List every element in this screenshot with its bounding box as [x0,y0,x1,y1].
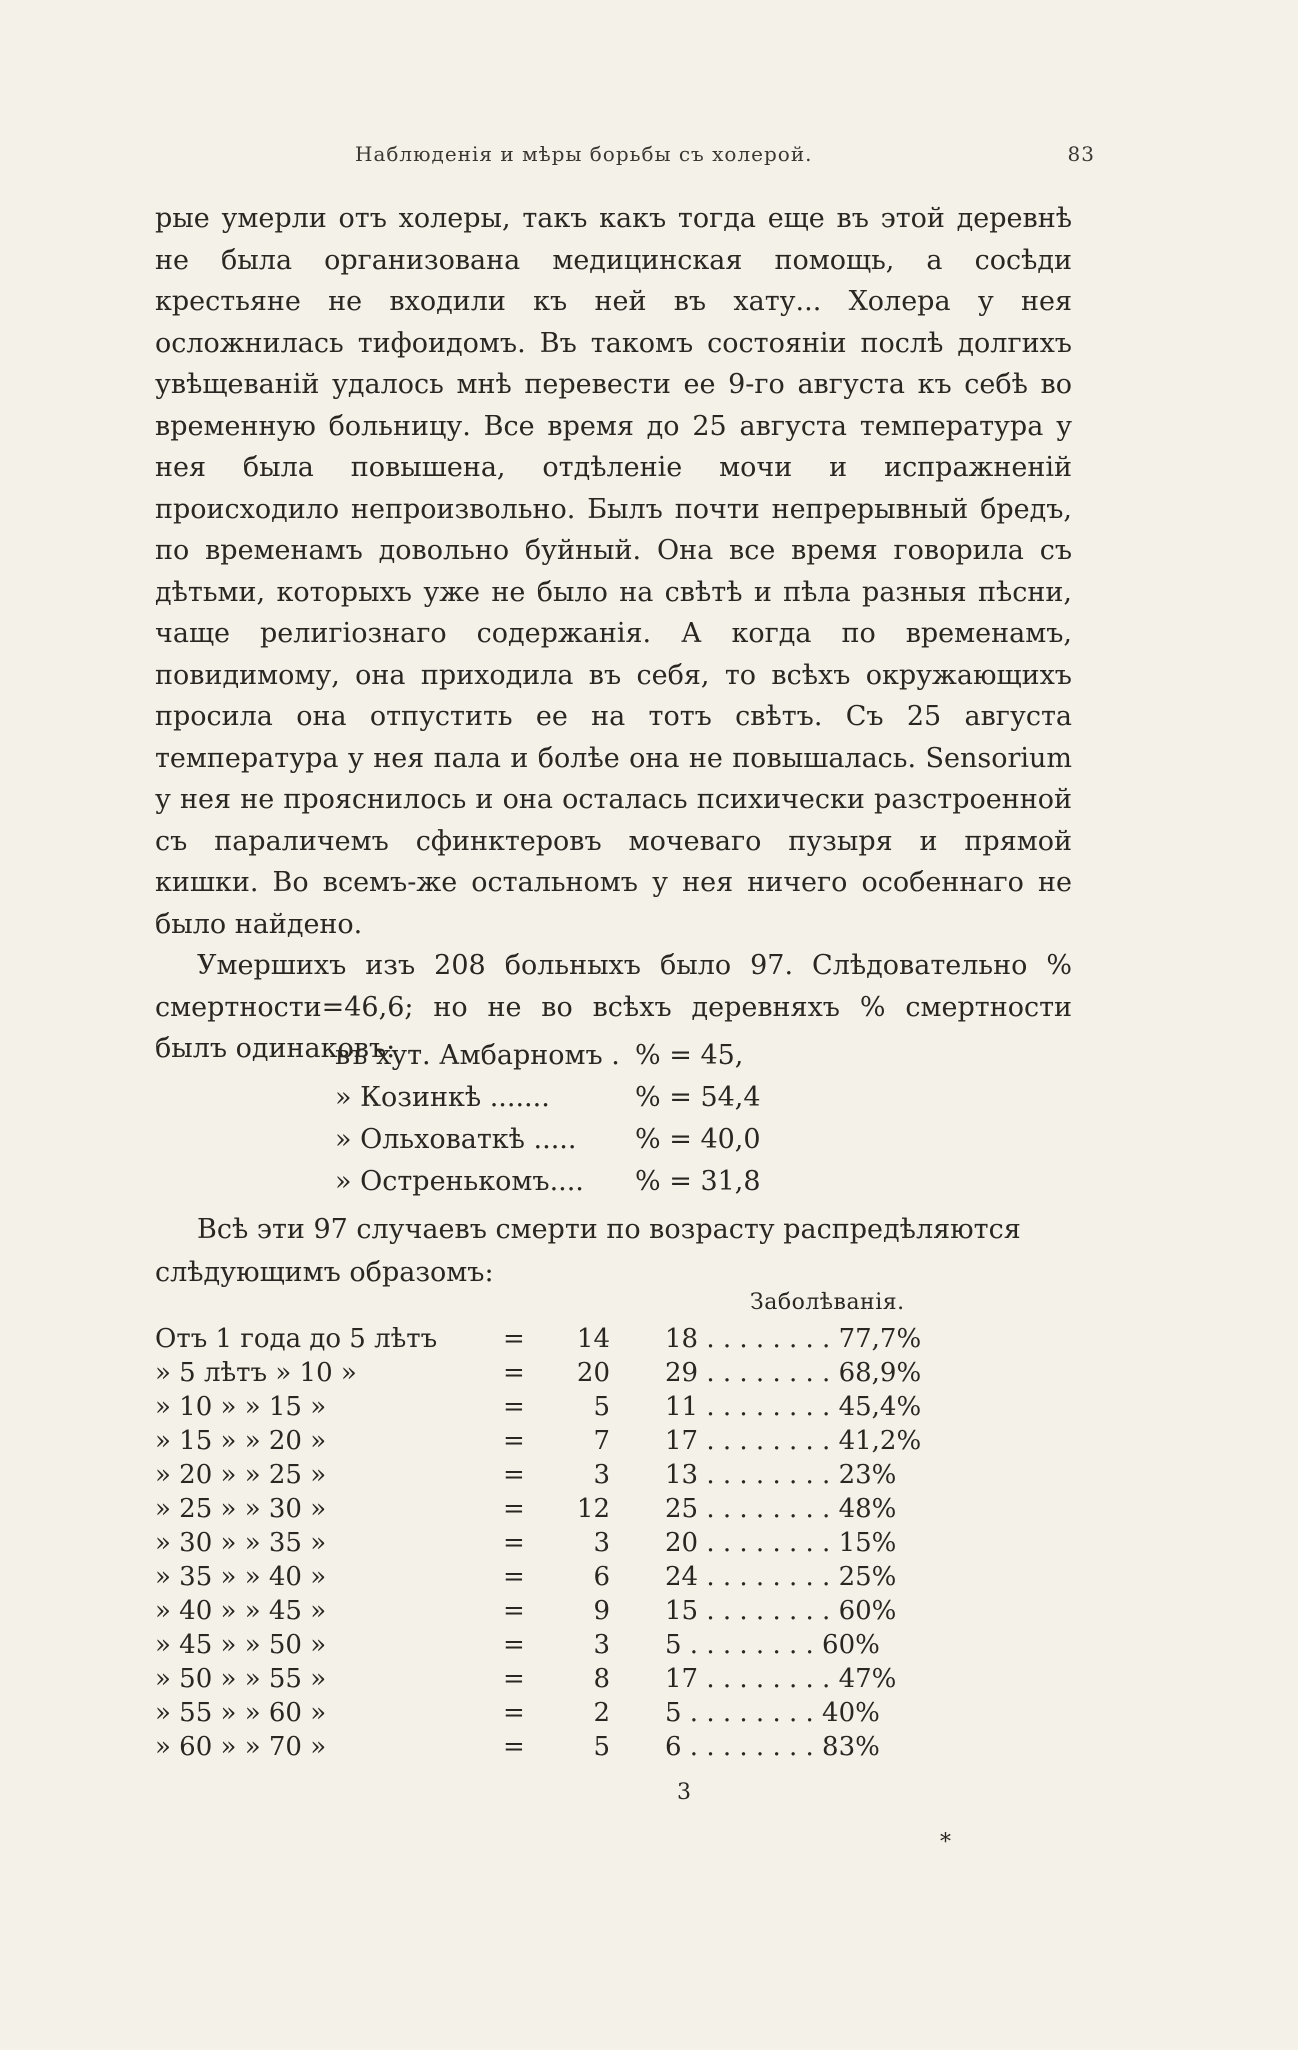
age-range: » 25 » » 30 » [155,1494,327,1524]
death-count: 5 [593,1732,610,1762]
village-name: » Ольховаткѣ ..... [335,1124,577,1155]
death-count: 5 [593,1392,610,1422]
village-rate: % = 45, [635,1040,744,1071]
table-row [155,1426,1075,1460]
table-row [155,1732,1075,1766]
death-count: 6 [593,1562,610,1592]
age-range: » 10 » » 15 » [155,1392,327,1422]
age-range: » 40 » » 45 » [155,1596,327,1626]
header-title: Наблюденія и мѣры борьбы съ холерой. [355,142,813,166]
cases-rate: 17 . . . . . . . . 47% [665,1664,897,1694]
village-rate: % = 54,4 [635,1082,761,1113]
equals-sign: = [503,1324,525,1354]
village-row [335,1124,855,1166]
death-count: 2 [593,1698,610,1728]
table-row [155,1392,1075,1426]
equals-sign: = [503,1358,525,1388]
age-range: » 55 » » 60 » [155,1698,327,1728]
equals-sign: = [503,1664,525,1694]
age-range: » 20 » » 25 » [155,1460,327,1490]
table-row [155,1528,1075,1562]
death-count: 7 [593,1426,610,1456]
age-range: » 50 » » 55 » [155,1664,327,1694]
paragraph: Всѣ эти 97 случаевъ смерти по возрасту распредѣляются слѣдующимъ образомъ: [155,1214,1021,1288]
paragraph: рые умерли отъ холеры, такъ какъ тогда еще въ этой деревнѣ не была организована медицинская помощь, а сосѣди крестьяне не входили къ ней въ хату... Холера у нея осложнилась тифоидомъ. Въ такомъ состояніи послѣ долгихъ увѣщеваній удалось мнѣ перевести ее 9-го августа къ себѣ во временную больницу. Все время до 25 августа температура у нея была повышена, отдѣленіе мочи и испражненій происходило непроизвольно. Былъ почти непрерывный бредъ, по временамъ довольно буйный. Она все время говорила съ дѣтьми, которыхъ уже не было на свѣтѣ и пѣла разныя пѣсни, чаще религіознаго содержанія. А когда по временамъ, повидимому, она приходила въ себя, то всѣхъ окружающихъ просила она отпустить ее на тотъ свѣтъ. Съ 25 августа температура у нея пала и болѣе она не повышалась. Sensorium у нея не прояснилось и она осталась психически разстроенной съ параличемъ сфинктеровъ мочеваго пузыря и прямой кишки. Во всемъ-же остальномъ у нея ничего особеннаго не было найдено. [155,203,1072,940]
equals-sign: = [503,1596,525,1626]
table-row [155,1596,1075,1630]
cases-rate: 29 . . . . . . . . 68,9% [665,1358,922,1388]
cases-rate: 17 . . . . . . . . 41,2% [665,1426,922,1456]
age-range: » 30 » » 35 » [155,1528,327,1558]
equals-sign: = [503,1732,525,1762]
cases-rate: 6 . . . . . . . . 83% [665,1732,880,1762]
village-rate: % = 31,8 [635,1166,761,1197]
age-range: » 60 » » 70 » [155,1732,327,1762]
paragraph: Умершихъ изъ 208 больныхъ было 97. Слѣдовательно % смертности=46,6; но не во всѣхъ деревняхъ % смертности былъ одинаковъ: [155,950,1072,1064]
signature-mark: 3 [677,1780,691,1805]
cases-rate: 5 . . . . . . . . 40% [665,1698,880,1728]
death-count: 14 [576,1324,610,1354]
death-count: 8 [593,1664,610,1694]
age-distribution-table [155,1324,1075,1766]
village-name: въ хут. Амбарномъ . [335,1040,620,1071]
distribution-intro [155,1208,1072,1294]
village-row [335,1082,855,1124]
death-count: 20 [576,1358,610,1388]
table-row [155,1494,1075,1528]
equals-sign: = [503,1698,525,1728]
village-rate: % = 40,0 [635,1124,761,1155]
village-name: » Остренькомъ.... [335,1166,584,1197]
age-range: » 45 » » 50 » [155,1630,327,1660]
page-number: 83 [1067,142,1095,166]
equals-sign: = [503,1392,525,1422]
table-row [155,1562,1075,1596]
village-name: » Козинкѣ ....... [335,1082,550,1113]
table-row [155,1630,1075,1664]
table-row [155,1664,1075,1698]
table-row [155,1324,1075,1358]
cases-rate: 13 . . . . . . . . 23% [665,1460,897,1490]
footer-asterisk: * [940,1830,951,1855]
village-row [335,1040,855,1082]
death-count: 12 [576,1494,610,1524]
equals-sign: = [503,1460,525,1490]
age-range: Отъ 1 года до 5 лѣтъ [155,1324,438,1354]
cases-rate: 15 . . . . . . . . 60% [665,1596,897,1626]
equals-sign: = [503,1630,525,1660]
equals-sign: = [503,1528,525,1558]
cases-rate: 11 . . . . . . . . 45,4% [665,1392,922,1422]
table-row [155,1698,1075,1732]
table-row [155,1358,1075,1392]
death-count: 3 [593,1528,610,1558]
death-count: 9 [593,1596,610,1626]
age-range: » 5 лѣтъ » 10 » [155,1358,357,1388]
body-text [155,198,1072,1070]
age-range: » 35 » » 40 » [155,1562,327,1592]
cases-rate: 18 . . . . . . . . 77,7% [665,1324,922,1354]
equals-sign: = [503,1494,525,1524]
village-mortality-list [335,1040,855,1208]
table-row [155,1460,1075,1494]
cases-rate: 24 . . . . . . . . 25% [665,1562,897,1592]
cases-rate: 5 . . . . . . . . 60% [665,1630,880,1660]
age-range: » 15 » » 20 » [155,1426,327,1456]
cases-rate: 25 . . . . . . . . 48% [665,1494,897,1524]
cases-column-header: Заболѣванія. [750,1290,905,1315]
cases-rate: 20 . . . . . . . . 15% [665,1528,897,1558]
equals-sign: = [503,1562,525,1592]
death-count: 3 [593,1630,610,1660]
death-count: 3 [593,1460,610,1490]
equals-sign: = [503,1426,525,1456]
village-row [335,1166,855,1208]
